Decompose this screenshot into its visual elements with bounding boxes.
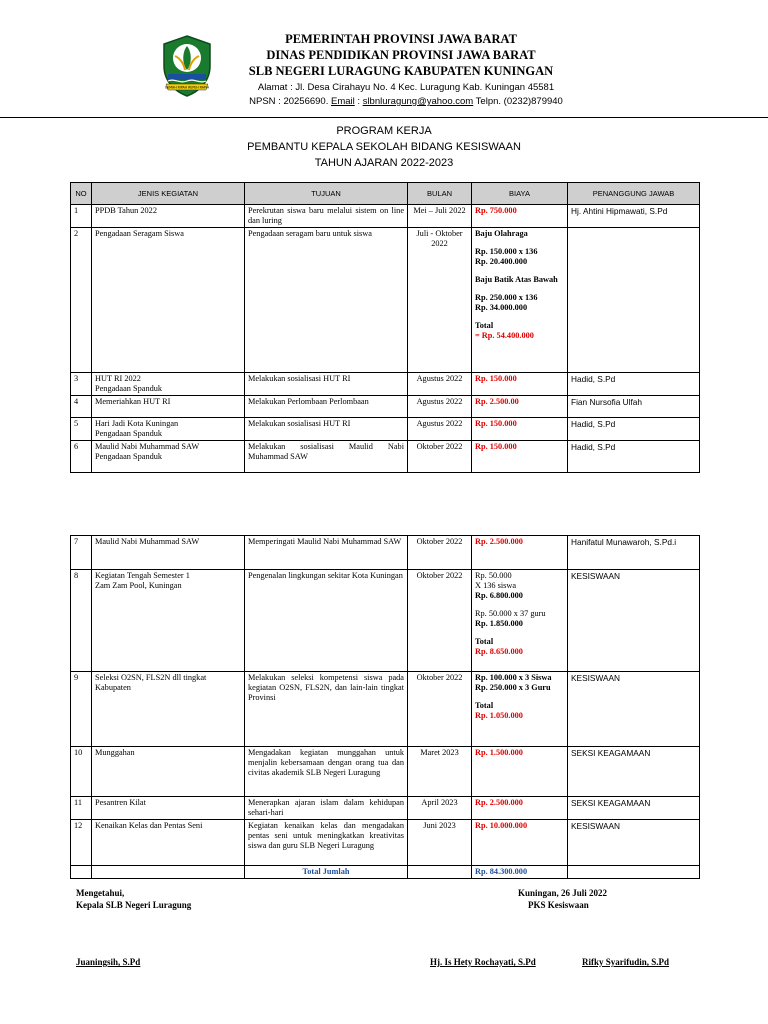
responsible-person: Hadid, S.Pd bbox=[571, 374, 616, 384]
cost-line: Rp. 100.000 x 3 Siswa bbox=[475, 673, 552, 682]
cell-bulan bbox=[408, 570, 472, 672]
signatory-headmaster: Juaningsih, S.Pd bbox=[76, 957, 141, 967]
cell-jenis-kegiatan bbox=[92, 373, 245, 396]
cell-no bbox=[71, 747, 92, 797]
cell-no bbox=[71, 228, 92, 373]
header-no: NO bbox=[71, 183, 92, 205]
cost-line: Rp. 250.000 x 136 bbox=[475, 293, 538, 302]
row-number: 9 bbox=[74, 673, 79, 682]
responsible-person: SEKSI KEAGAMAAN bbox=[571, 798, 651, 808]
cell-tujuan bbox=[245, 396, 408, 418]
cell-bulan bbox=[408, 536, 472, 570]
activity-goal: Melakukan Perlombaan Perlombaan bbox=[248, 397, 369, 406]
cell-jenis-kegiatan bbox=[92, 205, 245, 228]
sign-left-line-1: Mengetahui, bbox=[76, 888, 125, 898]
activity-month: Agustus 2022 bbox=[416, 374, 463, 383]
cell-tujuan bbox=[245, 418, 408, 441]
cell-jenis-kegiatan bbox=[92, 418, 245, 441]
cell-biaya bbox=[472, 747, 568, 797]
cost-line: Rp. 50.000 x 37 guru bbox=[475, 609, 546, 618]
table-row bbox=[71, 797, 700, 820]
cell-tujuan bbox=[245, 672, 408, 747]
cell-no bbox=[71, 797, 92, 820]
cost-line: Rp. 20.400.000 bbox=[475, 257, 528, 266]
cost-line: Rp. 1.050.000 bbox=[475, 711, 523, 720]
email-label: Email bbox=[331, 96, 355, 107]
cell-jenis-kegiatan bbox=[92, 820, 245, 866]
letterhead-address: Alamat : Jl. Desa Cirahayu No. 4 Kec. Luragung Kab. Kuningan 45581 bbox=[257, 82, 555, 93]
activity-name: PPDB Tahun 2022 bbox=[95, 206, 157, 215]
cost-line: Total bbox=[475, 637, 494, 646]
cell-bulan bbox=[408, 797, 472, 820]
cell-tujuan bbox=[245, 536, 408, 570]
cost-line: = Rp. 54.400.000 bbox=[475, 331, 534, 340]
activity-month: Juli - Oktober 2022 bbox=[416, 229, 463, 248]
cost-line: Rp. 1.500.000 bbox=[475, 748, 523, 757]
activity-goal: Mengadakan kegiatan munggahan untuk menjalin kebersamaan dengan orang tua dan civitas akademik SLB Negeri Luragung bbox=[248, 748, 404, 777]
table-row bbox=[71, 536, 700, 570]
activity-goal: Menerapkan ajaran islam dalam kehidupan sehari-hari bbox=[248, 798, 404, 817]
cell-no bbox=[71, 396, 92, 418]
cost-line: Total bbox=[475, 321, 494, 330]
activity-goal: Melakukan sosialisasi Maulid Nabi Muhammad SAW bbox=[248, 442, 404, 461]
table-row bbox=[71, 228, 700, 373]
cell-biaya bbox=[472, 441, 568, 473]
cell-bulan bbox=[408, 672, 472, 747]
cell-bulan bbox=[408, 418, 472, 441]
activity-name: Kenaikan Kelas dan Pentas Seni bbox=[95, 821, 203, 830]
row-number: 8 bbox=[74, 571, 79, 580]
cell-penanggung-jawab bbox=[568, 797, 700, 820]
activity-name: Pengadaan Seragam Siswa bbox=[95, 229, 184, 238]
cell-bulan bbox=[408, 205, 472, 228]
cell-no bbox=[71, 820, 92, 866]
cell-biaya bbox=[472, 536, 568, 570]
cell-bulan bbox=[408, 228, 472, 373]
activity-name: Pesantren Kilat bbox=[95, 798, 146, 807]
cost-line: Rp. 750.000 bbox=[475, 206, 517, 215]
cell-no bbox=[71, 441, 92, 473]
cell-jenis-kegiatan bbox=[92, 441, 245, 473]
west-java-emblem-logo bbox=[158, 34, 216, 98]
cell-bulan bbox=[408, 373, 472, 396]
cost-line: Baju Olahraga bbox=[475, 229, 528, 238]
total-empty-cell bbox=[568, 866, 700, 879]
phone: Telpn. (0232)879940 bbox=[473, 96, 563, 107]
cell-jenis-kegiatan bbox=[92, 747, 245, 797]
cell-tujuan bbox=[245, 797, 408, 820]
table-row bbox=[71, 672, 700, 747]
row-number: 5 bbox=[74, 419, 79, 428]
cell-biaya bbox=[472, 205, 568, 228]
cost-spacer bbox=[475, 285, 564, 293]
cost-line: X 136 siswa bbox=[475, 581, 517, 590]
cell-tujuan bbox=[245, 747, 408, 797]
table-row bbox=[71, 418, 700, 441]
cost-line: Total bbox=[475, 701, 494, 710]
row-number: 3 bbox=[74, 374, 79, 383]
cell-penanggung-jawab bbox=[568, 373, 700, 396]
activity-goal: Memperingati Maulid Nabi Muhammad SAW bbox=[248, 537, 402, 546]
total-label: Total Jumlah bbox=[245, 866, 408, 879]
cell-biaya bbox=[472, 418, 568, 441]
activity-name: HUT RI 2022 bbox=[95, 374, 141, 383]
cell-jenis-kegiatan bbox=[92, 536, 245, 570]
table-row bbox=[71, 747, 700, 797]
signatory-middle: Hj. Is Hety Rochayati, S.Pd bbox=[430, 957, 536, 967]
cost-line: Rp. 2.500.000 bbox=[475, 798, 523, 807]
activity-name: Zam Zam Pool, Kuningan bbox=[95, 581, 182, 590]
cost-line: Rp. 150.000 bbox=[475, 374, 517, 383]
activity-goal: Melakukan sosialisasi HUT RI bbox=[248, 374, 351, 383]
activity-goal: Perekrutan siswa baru melalui sistem on line dan luring bbox=[248, 206, 404, 225]
activity-month: Agustus 2022 bbox=[416, 397, 463, 406]
header-tujuan: TUJUAN bbox=[245, 183, 408, 205]
cell-penanggung-jawab bbox=[568, 536, 700, 570]
cell-no bbox=[71, 373, 92, 396]
total-empty-cell bbox=[408, 866, 472, 879]
activity-name: Maulid Nabi Muhammad SAW bbox=[95, 442, 200, 451]
activity-month: Oktober 2022 bbox=[416, 673, 463, 682]
activity-month: Maret 2023 bbox=[420, 748, 459, 757]
table-row bbox=[71, 820, 700, 866]
cell-tujuan bbox=[245, 570, 408, 672]
cell-jenis-kegiatan bbox=[92, 672, 245, 747]
cell-penanggung-jawab bbox=[568, 672, 700, 747]
responsible-person: KESISWAAN bbox=[571, 571, 621, 581]
activity-month: Agustus 2022 bbox=[416, 419, 463, 428]
document-year: TAHUN AJARAN 2022-2023 bbox=[314, 157, 454, 169]
cell-no bbox=[71, 570, 92, 672]
cost-line: Rp. 8.650.000 bbox=[475, 647, 523, 656]
cell-tujuan bbox=[245, 441, 408, 473]
table-header-row bbox=[71, 183, 700, 205]
signatory-pks: Rifky Syarifudin, S.Pd bbox=[582, 957, 670, 967]
logo-motto: GEMAH RIPAH REPEH RAPIH bbox=[164, 85, 210, 90]
total-value: Rp. 84.300.000 bbox=[472, 866, 568, 879]
activity-name: Pengadaan Spanduk bbox=[95, 452, 163, 461]
cost-line: Rp. 150.000 x 136 bbox=[475, 247, 538, 256]
cell-penanggung-jawab bbox=[568, 396, 700, 418]
cell-tujuan bbox=[245, 228, 408, 373]
activity-name: Memeriahkan HUT RI bbox=[95, 397, 171, 406]
cell-biaya bbox=[472, 396, 568, 418]
cost-spacer bbox=[475, 601, 564, 609]
cell-penanggung-jawab bbox=[568, 228, 700, 373]
email-separator: : bbox=[354, 96, 363, 107]
cost-line: Rp. 150.000 bbox=[475, 442, 517, 451]
activity-name: Maulid Nabi Muhammad SAW bbox=[95, 537, 200, 546]
responsible-person: KESISWAAN bbox=[571, 673, 621, 683]
cell-bulan bbox=[408, 747, 472, 797]
responsible-person: Hj. Ahtini Hipmawati, S.Pd bbox=[571, 206, 668, 216]
cost-spacer bbox=[475, 629, 564, 637]
row-number: 4 bbox=[74, 397, 79, 406]
sign-right-line-1: Kuningan, 26 Juli 2022 bbox=[518, 888, 608, 898]
cost-line: Rp. 10.000.000 bbox=[475, 821, 528, 830]
row-number: 6 bbox=[74, 442, 79, 451]
responsible-person: Fian Nursofia Ulfah bbox=[571, 397, 643, 407]
row-number: 11 bbox=[74, 798, 82, 807]
document-subtitle: PEMBANTU KEPALA SEKOLAH BIDANG KESISWAAN bbox=[247, 141, 521, 153]
sign-left-line-2: Kepala SLB Negeri Luragung bbox=[76, 900, 192, 910]
email-link[interactable]: slbnluragung@yahoo.com bbox=[362, 96, 474, 107]
responsible-person: KESISWAAN bbox=[571, 821, 621, 831]
responsible-person: SEKSI KEAGAMAAN bbox=[571, 748, 651, 758]
cell-no bbox=[71, 205, 92, 228]
cell-jenis-kegiatan bbox=[92, 570, 245, 672]
activity-goal: Kegiatan kenaikan kelas dan mengadakan pentas seni untuk meningkatkan kreativitas siswa dan guru SLB Negeri Luragung bbox=[248, 821, 404, 850]
cell-jenis-kegiatan bbox=[92, 396, 245, 418]
letterhead-line-2: DINAS PENDIDIKAN PROVINSI JAWA BARAT bbox=[266, 48, 536, 62]
table-row bbox=[71, 373, 700, 396]
cell-biaya bbox=[472, 373, 568, 396]
cell-no bbox=[71, 672, 92, 747]
cell-penanggung-jawab bbox=[568, 205, 700, 228]
table-row bbox=[71, 570, 700, 672]
activity-goal: Pengenalan lingkungan sekitar Kota Kuningan bbox=[248, 571, 403, 580]
activity-name: Pengadaan Spanduk bbox=[95, 384, 163, 393]
letterhead-line-3: SLB NEGERI LURAGUNG KABUPATEN KUNINGAN bbox=[248, 64, 554, 78]
cell-jenis-kegiatan bbox=[92, 228, 245, 373]
header-jenis-kegiatan: JENIS KEGIATAN bbox=[92, 183, 245, 205]
activity-name: Seleksi O2SN, FLS2N dll tingkat Kabupaten bbox=[95, 673, 207, 692]
cost-line: Rp. 250.000 x 3 Guru bbox=[475, 683, 551, 692]
cell-penanggung-jawab bbox=[568, 570, 700, 672]
responsible-person: Hanifatul Munawaroh, S.Pd.i bbox=[571, 537, 677, 547]
activity-goal: Melakukan sosialisasi HUT RI bbox=[248, 419, 351, 428]
header-biaya: BIAYA bbox=[472, 183, 568, 205]
cell-tujuan bbox=[245, 820, 408, 866]
row-number: 10 bbox=[74, 748, 83, 757]
activity-goal: Pengadaan seragam baru untuk siswa bbox=[248, 229, 372, 238]
activity-name: Hari Jadi Kota Kuningan bbox=[95, 419, 179, 428]
program-table-part-1 bbox=[70, 182, 700, 473]
cost-line: Baju Batik Atas Bawah bbox=[475, 275, 558, 284]
activity-month: April 2023 bbox=[421, 798, 458, 807]
activity-month: Oktober 2022 bbox=[416, 571, 463, 580]
cell-bulan bbox=[408, 396, 472, 418]
cell-no bbox=[71, 536, 92, 570]
cost-line: Rp. 6.800.000 bbox=[475, 591, 523, 600]
cell-no bbox=[71, 418, 92, 441]
npsn: NPSN : 20256690. bbox=[249, 96, 331, 107]
cost-spacer bbox=[475, 693, 564, 701]
cell-biaya bbox=[472, 570, 568, 672]
cost-line: Rp. 150.000 bbox=[475, 419, 517, 428]
cell-biaya bbox=[472, 797, 568, 820]
program-table-part-2 bbox=[70, 535, 700, 879]
cost-line: Rp. 2.500.00 bbox=[475, 397, 519, 406]
document-title: PROGRAM KERJA bbox=[336, 125, 432, 137]
activity-month: Oktober 2022 bbox=[416, 537, 463, 546]
total-empty-cell bbox=[71, 866, 92, 879]
table-row bbox=[71, 396, 700, 418]
header-bulan: BULAN bbox=[408, 183, 472, 205]
activity-month: Oktober 2022 bbox=[416, 442, 463, 451]
sign-right-line-2: PKS Kesiswaan bbox=[528, 900, 589, 910]
activity-month: Juni 2023 bbox=[423, 821, 456, 830]
cost-line: Rp. 1.850.000 bbox=[475, 619, 523, 628]
cost-line: Rp. 34.000.000 bbox=[475, 303, 528, 312]
cell-biaya bbox=[472, 672, 568, 747]
activity-name: Munggahan bbox=[95, 748, 135, 757]
total-empty-cell bbox=[92, 866, 245, 879]
cell-biaya bbox=[472, 228, 568, 373]
row-number: 12 bbox=[74, 821, 83, 830]
cell-tujuan bbox=[245, 205, 408, 228]
total-row bbox=[71, 866, 700, 879]
header-penanggung-jawab: PENANGGUNG JAWAB bbox=[568, 183, 700, 205]
cell-biaya bbox=[472, 820, 568, 866]
cost-line: Rp. 50.000 bbox=[475, 571, 512, 580]
table-row bbox=[71, 205, 700, 228]
cell-jenis-kegiatan bbox=[92, 797, 245, 820]
activity-goal: Melakukan seleksi kompetensi siswa pada kegiatan O2SN, FLS2N, dan lain-lain tingkat Provinsi bbox=[248, 673, 404, 702]
row-number: 1 bbox=[74, 206, 79, 215]
cost-spacer bbox=[475, 239, 564, 247]
row-number: 7 bbox=[74, 537, 79, 546]
activity-name: Kegiatan Tengah Semester 1 bbox=[95, 571, 190, 580]
cell-penanggung-jawab bbox=[568, 820, 700, 866]
cost-spacer bbox=[475, 267, 564, 275]
responsible-person: Hadid, S.Pd bbox=[571, 419, 616, 429]
cell-bulan bbox=[408, 820, 472, 866]
table-row bbox=[71, 441, 700, 473]
cell-penanggung-jawab bbox=[568, 441, 700, 473]
responsible-person: Hadid, S.Pd bbox=[571, 442, 616, 452]
cost-line: Rp. 2.500.000 bbox=[475, 537, 523, 546]
cell-tujuan bbox=[245, 373, 408, 396]
cell-penanggung-jawab bbox=[568, 747, 700, 797]
cell-bulan bbox=[408, 441, 472, 473]
row-number: 2 bbox=[74, 229, 79, 238]
cell-penanggung-jawab bbox=[568, 418, 700, 441]
letterhead-contact bbox=[236, 95, 576, 109]
letterhead-divider bbox=[0, 117, 768, 118]
activity-month: Mei – Juli 2022 bbox=[413, 206, 466, 215]
cost-spacer bbox=[475, 313, 564, 321]
activity-name: Pengadaan Spanduk bbox=[95, 429, 163, 438]
letterhead-line-1: PEMERINTAH PROVINSI JAWA BARAT bbox=[285, 32, 517, 46]
